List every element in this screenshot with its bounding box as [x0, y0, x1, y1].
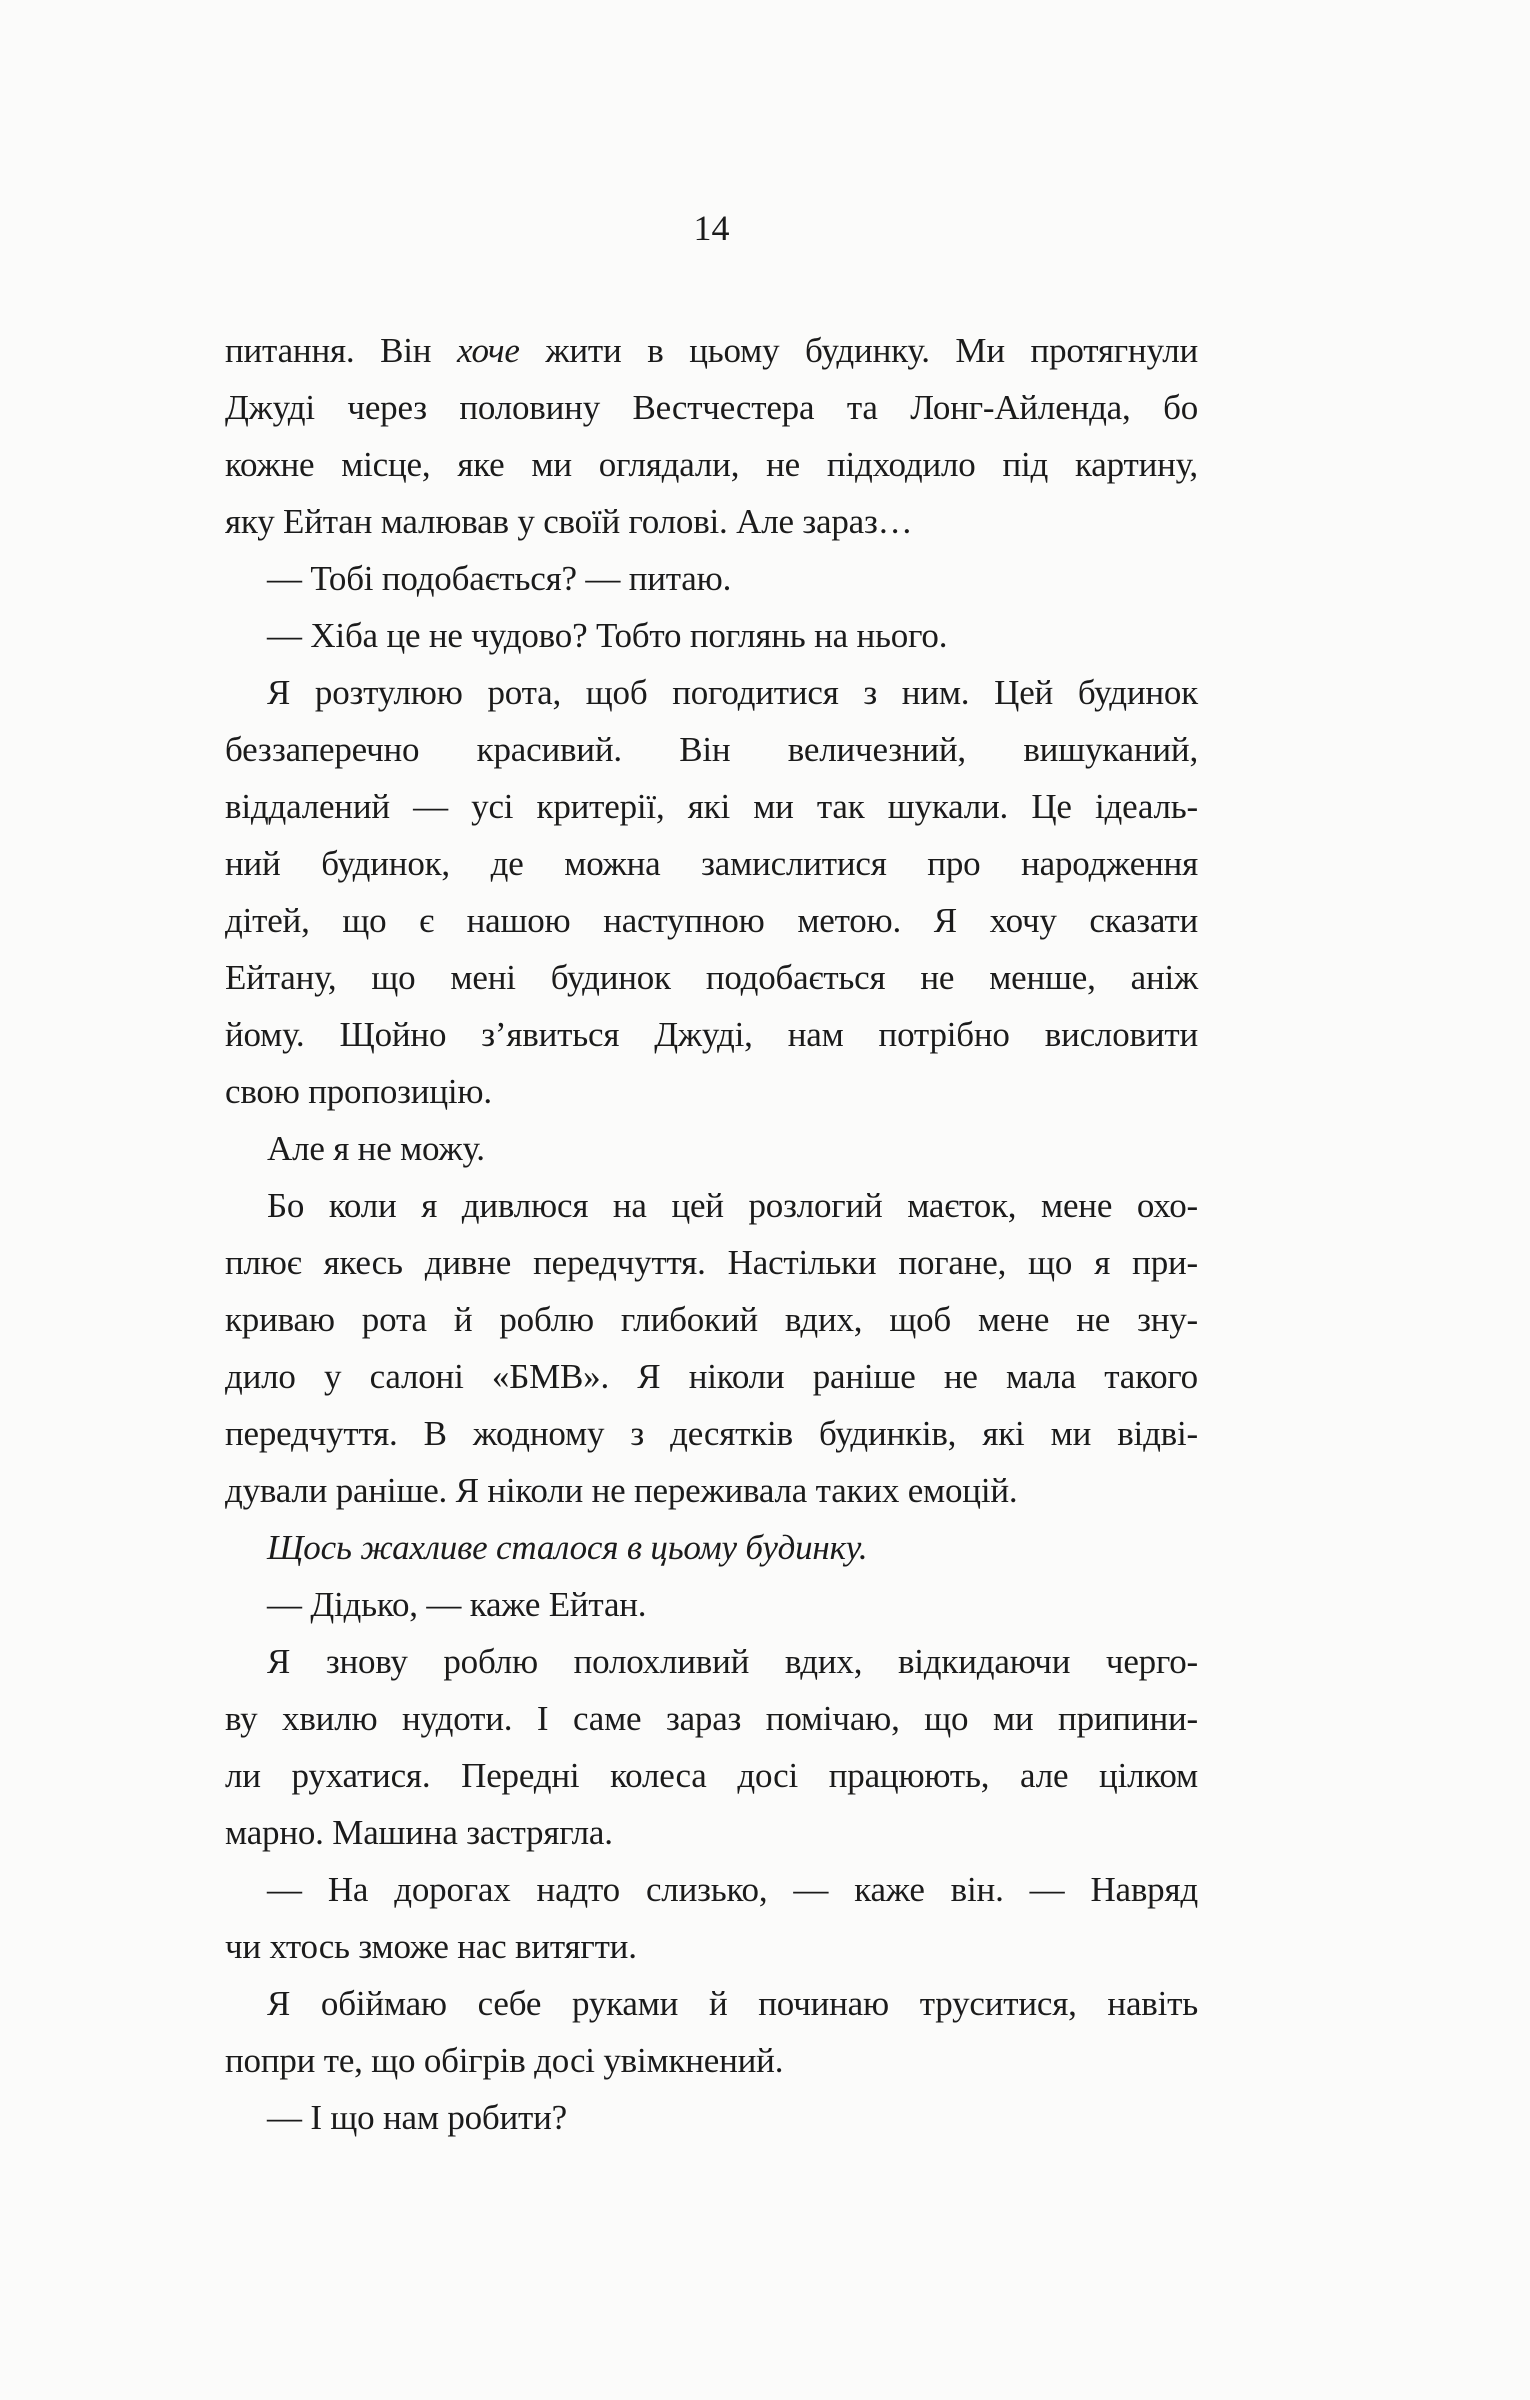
text-line: [225, 1633, 1198, 1690]
text-run: свою пропозицію.: [225, 1072, 492, 1111]
text-run: яку Ейтан малював у своїй голові. Але зараз…: [225, 502, 913, 541]
text-run: жити в цьому будинку. Ми протягнули: [519, 331, 1199, 370]
text-line: [225, 2032, 1198, 2089]
text-line: [225, 835, 1198, 892]
text-line: [225, 1348, 1198, 1405]
text-run: — Хіба це не чудово? Тобто поглянь на нього.: [267, 616, 948, 655]
text-run: Я розтулюю рота, щоб погодитися з ним. Цей будинок: [267, 673, 1198, 712]
text-line: [225, 2089, 1198, 2146]
text-run: попри те, що обігрів досі увімкнений.: [225, 2041, 784, 2080]
text-run: Я обіймаю себе руками й починаю труситися, навіть: [267, 1984, 1198, 2023]
text-line: [225, 607, 1198, 664]
text-run: Бо коли я дивлюся на цей розлогий маєток, мене охо-: [267, 1186, 1198, 1225]
text-line: [225, 664, 1198, 721]
text-line: [225, 1177, 1198, 1234]
body-text: [225, 322, 1198, 2146]
text-line: [225, 1804, 1198, 1861]
text-run: питання. Він: [225, 331, 457, 370]
page-number: 14: [693, 208, 730, 248]
text-line: [225, 1747, 1198, 1804]
text-run: дило у салоні «БМВ». Я ніколи раніше не мала такого: [225, 1357, 1198, 1396]
text-run: марно. Машина застрягла.: [225, 1813, 613, 1852]
italic-emphasis: хоче: [457, 331, 520, 370]
text-line: [225, 1291, 1198, 1348]
text-line: [225, 949, 1198, 1006]
text-line: [225, 1234, 1198, 1291]
text-run: — І що нам робити?: [267, 2098, 568, 2137]
text-run: — Тобі подобається? — питаю.: [267, 559, 732, 598]
text-line: [225, 1576, 1198, 1633]
text-line: [225, 1975, 1198, 2032]
text-line: [225, 1861, 1198, 1918]
text-line: [225, 1120, 1198, 1177]
text-run: беззаперечно красивий. Він величезний, вишуканий,: [225, 730, 1198, 769]
text-run: дітей, що є нашою наступною метою. Я хочу сказати: [225, 901, 1198, 940]
text-run: дували раніше. Я ніколи не переживала таких емоцій.: [225, 1471, 1018, 1510]
text-run: Джуді через половину Вестчестера та Лонг-Айленда, бо: [225, 388, 1198, 427]
text-run: чи хтось зможе нас витягти.: [225, 1927, 637, 1966]
text-line: [225, 1006, 1198, 1063]
text-run: кожне місце, яке ми оглядали, не підходило під картину,: [225, 445, 1198, 484]
text-run: плює якесь дивне передчуття. Настільки погане, що я при-: [225, 1243, 1198, 1282]
text-line: [225, 550, 1198, 607]
text-run: — На дорогах надто слизько, — каже він. — Навряд: [267, 1870, 1198, 1909]
text-line: [225, 436, 1198, 493]
text-run: йому. Щойно з’явиться Джуді, нам потрібно висловити: [225, 1015, 1198, 1054]
text-run: ний будинок, де можна замислитися про народження: [225, 844, 1198, 883]
text-line: [225, 892, 1198, 949]
text-line: [225, 1519, 1198, 1576]
text-run: віддалений — усі критерії, які ми так шукали. Це ідеаль-: [225, 787, 1198, 826]
text-run: Щось жахливе сталося в цьому будинку.: [267, 1528, 868, 1567]
text-run: криваю рота й роблю глибокий вдих, щоб мене не зну-: [225, 1300, 1198, 1339]
text-run: — Дідько, — каже Ейтан.: [267, 1585, 647, 1624]
text-run: передчуття. В жодному з десятків будинків, які ми відві-: [225, 1414, 1198, 1453]
text-line: [225, 1918, 1198, 1975]
text-run: Я знову роблю полохливий вдих, відкидаючи черго-: [267, 1642, 1198, 1681]
text-line: [225, 322, 1198, 379]
text-line: [225, 1462, 1198, 1519]
text-line: [225, 778, 1198, 835]
text-line: [225, 1063, 1198, 1120]
text-line: [225, 493, 1198, 550]
text-line: [225, 1690, 1198, 1747]
text-line: [225, 379, 1198, 436]
text-line: [225, 1405, 1198, 1462]
text-line: [225, 721, 1198, 778]
text-run: Ейтану, що мені будинок подобається не менше, аніж: [225, 958, 1198, 997]
text-run: ли рухатися. Передні колеса досі працюють, але цілком: [225, 1756, 1198, 1795]
text-run: Але я не можу.: [267, 1129, 485, 1168]
text-run: ву хвилю нудоти. І саме зараз помічаю, що ми припини-: [225, 1699, 1198, 1738]
